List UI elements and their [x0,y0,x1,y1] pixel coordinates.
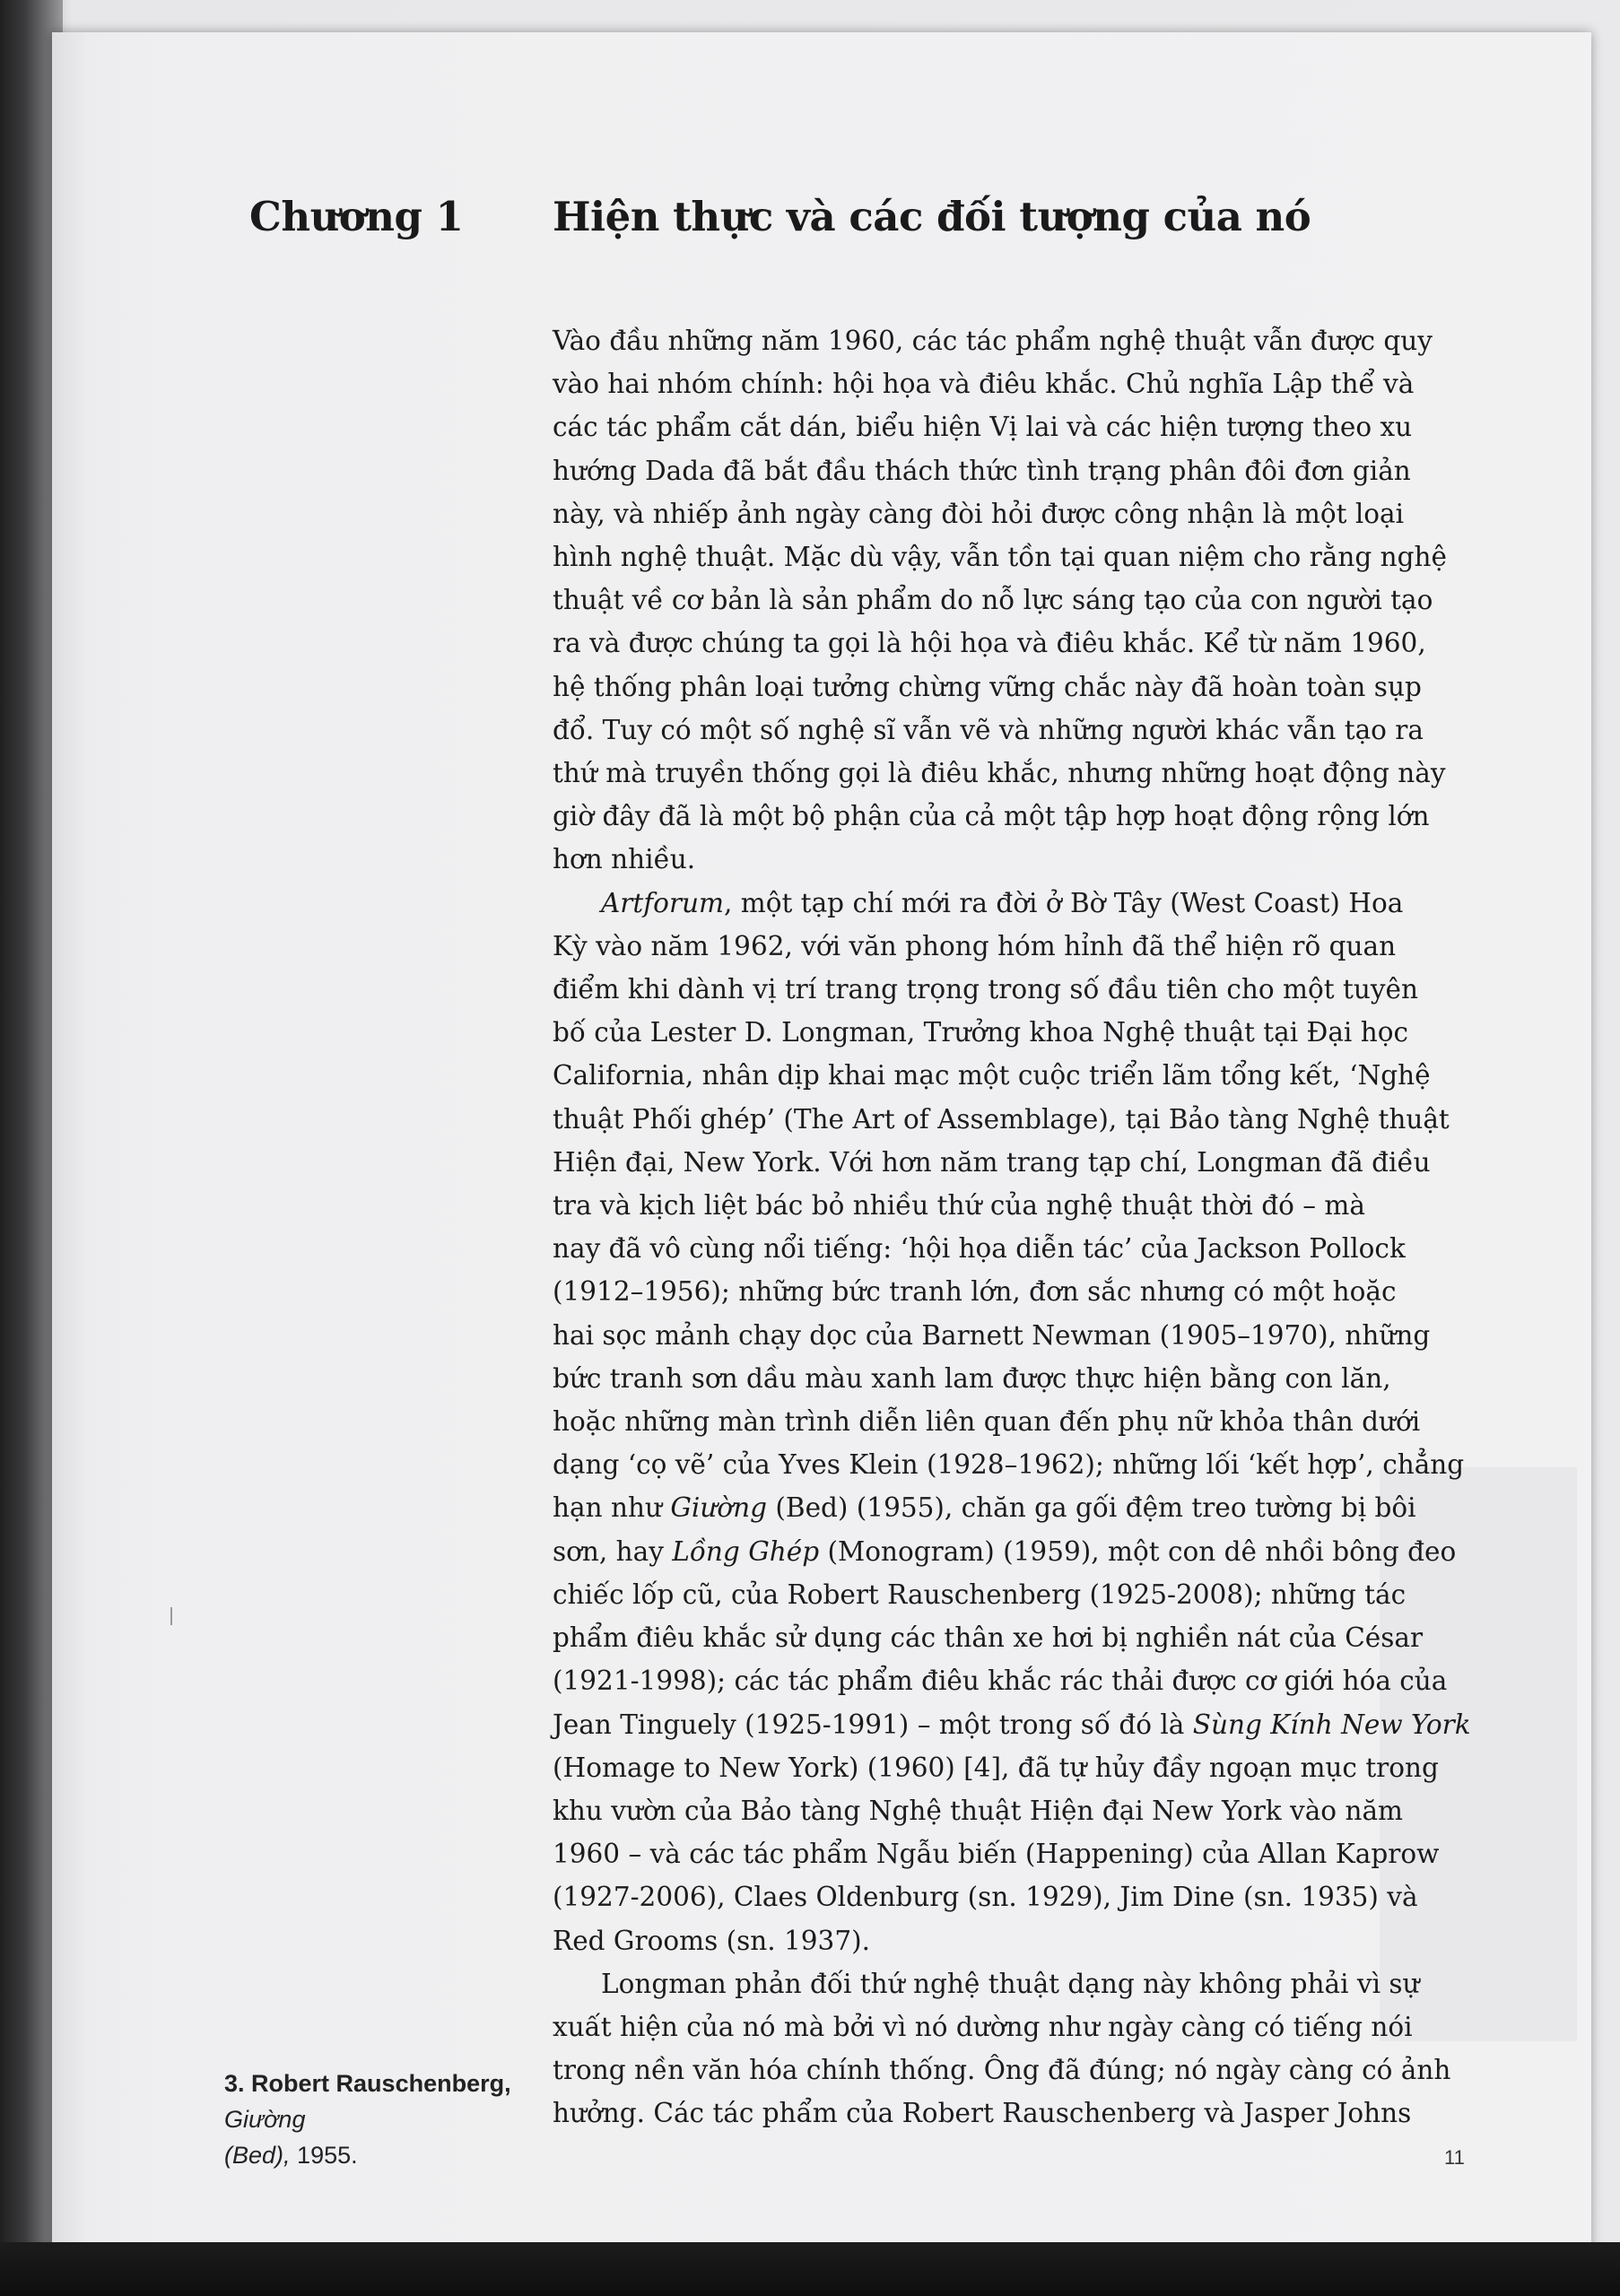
text-line: tra và kịch liệt bác bỏ nhiều thứ của nghệ thuật thời đó – mà [553,1190,1365,1222]
text-line [553,882,1459,925]
text-line: hai sọc mảnh chạy dọc của Barnett Newman (1905–1970), những [553,1319,1431,1351]
text-line: (Homage to New York) (1960) [4], đã tự hủy đầy ngoạn mục trong [553,1752,1439,1783]
text-line: hoặc những màn trình diễn liên quan đến phụ nữ khỏa thân dưới [553,1406,1421,1438]
caption-artist: Robert Rauschenberg, [251,2070,511,2097]
text-line: bố của Lester D. Longman, Trưởng khoa Nghệ thuật tại Đại học [553,1017,1409,1048]
text-line: hướng Dada đã bắt đầu thách thức tình trạng phân đôi đơn giản [553,455,1411,486]
text-span: , một tạp chí mới ra đời ở Bờ Tây (West Coast) Hoa [724,887,1404,918]
text-line: vào hai nhóm chính: hội họa và điêu khắc. Chủ nghĩa Lập thể và [553,369,1415,400]
text-line [553,1486,1459,1529]
text-line: Kỳ vào năm 1962, với văn phong hóm hỉnh đã thể hiện rõ quan [553,930,1397,961]
text-line: nay đã vô cùng nổi tiếng: ‘hội họa diễn tác’ của Jackson Pollock [553,1233,1406,1265]
text-line: hình nghệ thuật. Mặc dù vậy, vẫn tồn tại quan niệm cho rằng nghệ [553,542,1447,573]
text-line: 1960 – và các tác phẩm Ngẫu biến (Happening) của Allan Kaprow [553,1839,1440,1870]
text-line: hệ thống phân loại tưởng chừng vững chắc này đã hoàn toàn sụp [553,671,1422,702]
italic-title: Lồng Ghép [672,1535,820,1567]
chapter-number: Chương 1 [249,193,464,240]
text-line [553,1530,1459,1573]
text-line: trong nền văn hóa chính thống. Ông đã đúng; nó ngày càng có ảnh [553,2055,1451,2086]
margin-mark [170,1607,172,1625]
text-line: California, nhân dịp khai mạc một cuộc triển lãm tổng kết, ‘Nghệ [553,1060,1431,1091]
text-line: bức tranh sơn dầu màu xanh lam được thực hiện bằng con lăn, [553,1362,1391,1394]
text-line: này, và nhiếp ảnh ngày càng đòi hỏi được công nhận là một loại [553,498,1405,529]
text-line: (1912–1956); những bức tranh lớn, đơn sắc nhưng có một hoặc [553,1276,1397,1308]
paragraph-2 [553,882,1471,1962]
text-line: hơn nhiều. [553,844,696,875]
paragraph-3 [553,1962,1459,2135]
chapter-title: Hiện thực và các đối tượng của nó [553,193,1311,240]
paragraph-1 [553,319,1459,882]
text-span: hạn như [553,1492,671,1524]
text-span: Jean Tinguely (1925-1991) – một trong số đó là [553,1709,1193,1740]
text-line: xuất hiện của nó mà bởi vì nó dường như ngày càng có tiếng nói [553,2011,1413,2042]
text-line: hưởng. Các tác phẩm của Robert Rauschenberg và Jasper Johns [553,2098,1412,2129]
text-line: phẩm điêu khắc sử dụng các thân xe hơi bị nghiền nát của César [553,1622,1424,1654]
caption-work-title-en: (Bed), [224,2142,291,2169]
text-line: (1927-2006), Claes Oldenburg (sn. 1929), Jim Dine (sn. 1935) và [553,1882,1418,1913]
italic-title: Giường [670,1492,767,1524]
text-line: đổ. Tuy có một số nghệ sĩ vẫn vẽ và những người khác vẫn tạo ra [553,714,1424,745]
caption-year: 1955. [297,2142,358,2169]
text-line: thuật Phối ghép’ (The Art of Assemblage), tại Bảo tàng Nghệ thuật [553,1103,1450,1135]
text-line: thứ mà truyền thống gọi là điêu khắc, nhưng những hoạt động này [553,758,1446,789]
chapter-heading [249,193,1311,240]
text-line: (1921-1998); các tác phẩm điêu khắc rác thải được cơ giới hóa của [553,1665,1448,1697]
italic-title: Sùng Kính New York [1192,1709,1471,1740]
text-line: điểm khi dành vị trí trang trọng trong số đầu tiên cho một tuyên [553,974,1418,1005]
text-line: dạng ‘cọ vẽ’ của Yves Klein (1928–1962); những lối ‘kết hợp’, chẳng [553,1449,1465,1481]
text-line: chiếc lốp cũ, của Robert Rauschenberg (1925-2008); những tác [553,1578,1407,1610]
page-number: 11 [1444,2146,1465,2169]
text-span: (Monogram) (1959), một con dê nhồi bông đeo [819,1535,1457,1567]
text-span: sơn, hay [553,1535,673,1567]
text-line [553,1703,1471,1746]
text-span: (Bed) (1955), chăn ga gối đệm treo tường bị bôi [767,1492,1416,1524]
text-line: giờ đây đã là một bộ phận của cả một tập hợp hoạt động rộng lớn [553,801,1430,832]
text-line: Red Grooms (sn. 1937). [553,1925,870,1956]
caption-number: 3. [224,2070,245,2097]
figure-caption [224,2066,520,2173]
text-line: Vào đầu những năm 1960, các tác phẩm nghệ thuật vẫn được quy [553,326,1433,356]
table-surface [0,2242,1620,2296]
italic-title: Artforum [601,887,725,918]
text-line: khu vườn của Bảo tàng Nghệ thuật Hiện đại New York vào năm [553,1795,1404,1826]
caption-work-title: Giường [224,2106,306,2133]
body-text [553,319,1471,2135]
text-line: Hiện đại, New York. Với hơn năm trang tạp chí, Longman đã điều [553,1146,1431,1178]
text-line: thuật về cơ bản là sản phẩm do nỗ lực sáng tạo của con người tạo [553,585,1433,616]
text-line: các tác phẩm cắt dán, biểu hiện Vị lai và các hiện tượng theo xu [553,412,1413,443]
text-line: Longman phản đối thứ nghệ thuật dạng này không phải vì sự [601,1968,1420,1999]
text-line: ra và được chúng ta gọi là hội họa và điêu khắc. Kể từ năm 1960, [553,628,1426,659]
